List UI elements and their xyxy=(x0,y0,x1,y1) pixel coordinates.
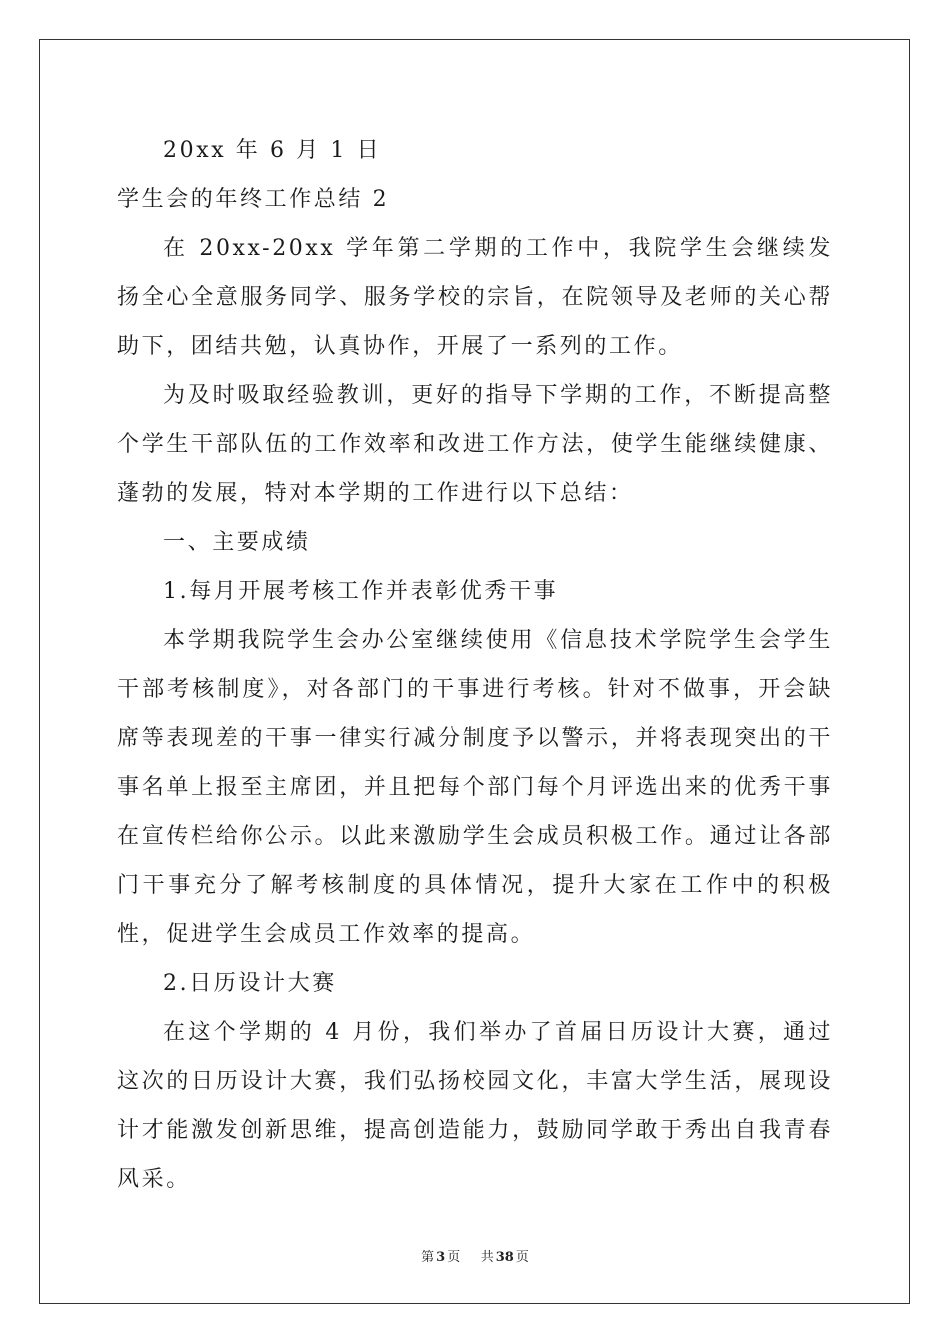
paragraph-assessment: 本学期我院学生会办公室继续使用《信息技术学院学生会学生干部考核制度》，对各部门的干事进行考核。针对不做事，开会缺席等表现差的干事一律实行减分制度予以警示，并将表现突出的干事名单上报至主席团，并且把每个部门每个月评选出来的优秀干事在宣传栏给你公示。以此来激励学生会成员积极工作。通过让各部门干事充分了解考核制度的具体情况，提升大家在工作中的积极性，促进学生会成员工作效率的提高。 xyxy=(117,628,833,947)
page-number: 3 xyxy=(436,1250,446,1265)
document-title: 学生会的年终工作总结 2 xyxy=(117,187,390,212)
total-suffix: 页 xyxy=(515,1250,529,1265)
item-heading-calendar-contest: 2.日历设计大赛 xyxy=(163,971,337,996)
page-prefix: 第 xyxy=(421,1250,435,1265)
page-suffix: 页 xyxy=(447,1250,461,1265)
item-heading-assessment: 1.每月开展考核工作并表彰优秀干事 xyxy=(163,579,559,604)
date-line: 20xx 年 6 月 1 日 xyxy=(163,138,382,163)
section-heading-main-achievements: 一、主要成绩 xyxy=(163,530,311,555)
document-body xyxy=(117,126,833,1204)
page-footer xyxy=(0,1246,950,1265)
paragraph-purpose: 为及时吸取经验教训，更好的指导下学期的工作，不断提高整个学生干部队伍的工作效率和改进工作方法，使学生能继续健康、蓬勃的发展，特对本学期的工作进行以下总结： xyxy=(117,383,833,506)
paragraph-intro: 在 20xx-20xx 学年第二学期的工作中，我院学生会继续发扬全心全意服务同学、服务学校的宗旨，在院领导及老师的关心帮助下，团结共勉，认真协作，开展了一系列的工作。 xyxy=(117,236,833,359)
total-prefix: 共 xyxy=(480,1250,494,1265)
total-pages: 38 xyxy=(495,1250,514,1265)
paragraph-calendar-contest: 在这个学期的 4 月份，我们举办了首届日历设计大赛，通过这次的日历设计大赛，我们弘扬校园文化，丰富大学生活，展现设计才能激发创新思维，提高创造能力，鼓励同学敢于秀出自我青春风采。 xyxy=(117,1020,833,1192)
